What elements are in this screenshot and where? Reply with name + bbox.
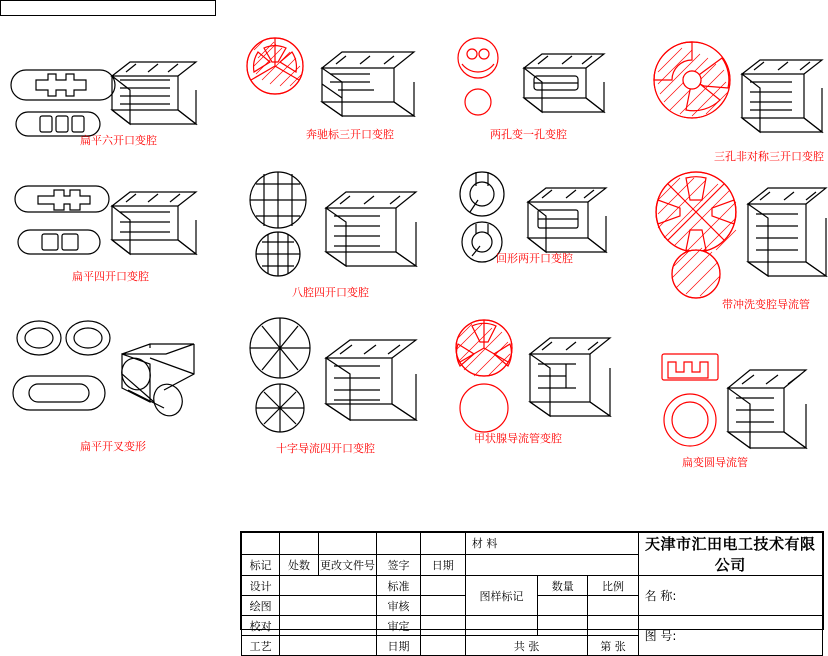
figure-eight-cavity-four-port xyxy=(240,168,430,278)
caption-flat-six-port: 扁平六开口变腔 xyxy=(80,134,157,147)
figure-flush-guide-tube xyxy=(648,170,828,300)
figure-flat-fork xyxy=(8,312,218,432)
caption-benz-three-port: 奔驰标三开口变腔 xyxy=(306,128,394,141)
figure-two-hole-to-one xyxy=(450,36,630,126)
caption-thyroid-guide-tube: 甲状腺导流管变腔 xyxy=(474,432,562,445)
tb-standard: 标准 xyxy=(377,576,420,596)
tb-drawing-no-label: 图 号: xyxy=(638,616,822,656)
tb-check: 审核 xyxy=(377,596,420,616)
caption-asym-three-hole: 三孔非对称三开口变腔 xyxy=(714,150,824,163)
figure-flat-six-port xyxy=(8,30,218,130)
caption-two-hole-to-one: 两孔变一孔变腔 xyxy=(490,128,567,141)
figure-flat-four-port xyxy=(8,170,218,270)
tb-header-date: 日期 xyxy=(420,554,465,576)
company-name: 天津市汇田电工技术有限公司 xyxy=(638,533,822,576)
tb-header-change-doc: 更改文件号 xyxy=(318,554,377,576)
material-label: 材 料 xyxy=(465,533,638,555)
tb-total-sheets: 共 张 xyxy=(465,636,588,656)
tb-process: 工艺 xyxy=(242,636,280,656)
caption-round-two-port: 回形两开口变腔 xyxy=(496,252,573,265)
tb-design: 设计 xyxy=(242,576,280,596)
top-left-box xyxy=(0,0,216,16)
tb-sheet-no: 第 张 xyxy=(588,636,638,656)
tb-header-qty-changes: 处数 xyxy=(280,554,318,576)
figure-cross-flow-four-port xyxy=(240,312,430,432)
tb-proof: 校对 xyxy=(242,616,280,636)
caption-flush-guide-tube: 带冲洗变腔导流管 xyxy=(722,298,810,311)
tb-name-label: 名 称: xyxy=(638,576,822,616)
tb-scale-label: 比例 xyxy=(588,576,638,596)
caption-flat-round-guide-tube: 扁变圆导流管 xyxy=(682,456,748,469)
caption-flat-fork: 扁平开叉变形 xyxy=(80,440,146,453)
caption-flat-four-port: 扁平四开口变腔 xyxy=(72,270,149,283)
tb-draw: 绘图 xyxy=(242,596,280,616)
figure-flat-round-guide-tube xyxy=(650,348,828,458)
figure-benz-three-port xyxy=(240,28,430,128)
tb-drawing-mark: 图样标记 xyxy=(465,576,537,616)
tb-header-mark: 标记 xyxy=(242,554,280,576)
tb-date: 日期 xyxy=(377,636,420,656)
tb-blank xyxy=(242,533,280,555)
figure-thyroid-guide-tube xyxy=(448,316,628,436)
title-block xyxy=(240,531,824,653)
caption-cross-flow-four-port: 十字导流四开口变腔 xyxy=(276,442,375,455)
tb-qty-label: 数量 xyxy=(538,576,588,596)
tb-header-sign: 签字 xyxy=(377,554,420,576)
figure-asym-three-hole xyxy=(650,32,828,142)
tb-approve: 审定 xyxy=(377,616,420,636)
caption-eight-cavity-four-port: 八腔四开口变腔 xyxy=(292,286,369,299)
